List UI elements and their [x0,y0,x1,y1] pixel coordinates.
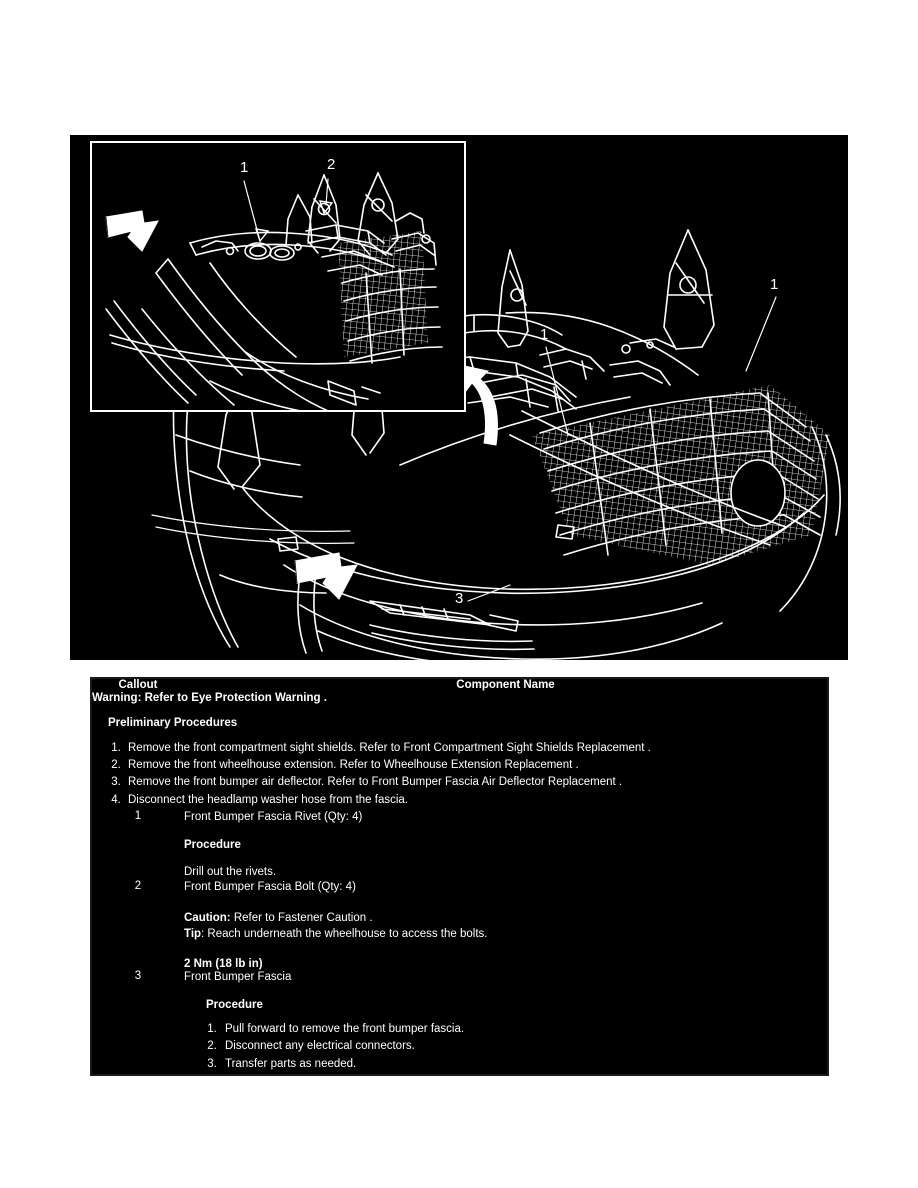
row-callout-number: 3 [134,969,142,982]
list-item: 1. Remove the front compartment sight shields. Refer to Front Compartment Sight Shields Replacement . [124,741,827,756]
procedure-heading: Procedure [206,998,263,1011]
header-callout: Callout [92,679,184,691]
inset-callout-label-1: 1 [240,159,249,176]
tip-line [184,926,827,943]
torque-spec: 2 Nm (18 lb in) [184,957,263,970]
caution-label: Caution: [184,911,231,924]
row-detail-cell [184,970,827,1074]
list-item: 3. Remove the front bumper air deflector. Refer to Front Bumper Fascia Air Deflector Replacement . [124,775,827,790]
part-name: Front Bumper Fascia [184,970,292,983]
row-detail-cell [184,810,827,880]
preliminary-procedures-heading: Preliminary Procedures [108,717,238,729]
list-item: 3. Transfer parts as needed. [220,1057,827,1072]
procedure-heading: Procedure [184,838,241,851]
part-name: Front Bumper Fascia Rivet (Qty: 4) [184,810,363,823]
table-header-row [92,679,827,691]
tip-text: : Reach underneath the wheelhouse to access the bolts. [201,928,488,941]
caution-line [184,910,827,927]
warning-cell [92,691,827,810]
table-row [92,970,827,1074]
row-callout-number: 1 [134,809,142,822]
caution-tip-block [184,910,827,943]
callout-label-3: 3 [455,590,464,607]
preliminary-steps-list [92,741,827,808]
component-callout-table [90,677,829,1076]
warning-text: Warning: Refer to Eye Protection Warning . [92,692,327,704]
list-item: 2. Remove the front wheelhouse extension. Refer to Wheelhouse Extension Replacement . [124,758,827,773]
inset-callout-label-2: 2 [327,156,336,173]
direction-arrow-inset [106,211,158,251]
procedure-text: Drill out the rivets. [184,865,277,878]
tip-label: Tip [184,928,202,941]
table-row [92,810,827,880]
front-compartment-detail-illustration [92,143,464,410]
warning-row [92,691,827,810]
list-item: 1. Pull forward to remove the front bumper fascia. [220,1022,827,1037]
list-item: 4. Disconnect the headlamp washer hose from the fascia. [124,793,827,808]
inset-detail-box [90,141,466,412]
caution-text: Refer to Fastener Caution . [230,911,373,924]
illustration-panel [70,135,848,660]
header-component-name: Component Name [184,679,827,691]
table-row [92,880,827,970]
part-name: Front Bumper Fascia Bolt (Qty: 4) [184,880,356,893]
callout-label-1a: 1 [540,326,549,343]
row-callout-number: 2 [134,879,142,892]
row-detail-cell [184,880,827,970]
callout-label-1b: 1 [770,276,779,293]
list-item: 2. Disconnect any electrical connectors. [220,1039,827,1054]
procedure-steps-list [184,1022,827,1072]
